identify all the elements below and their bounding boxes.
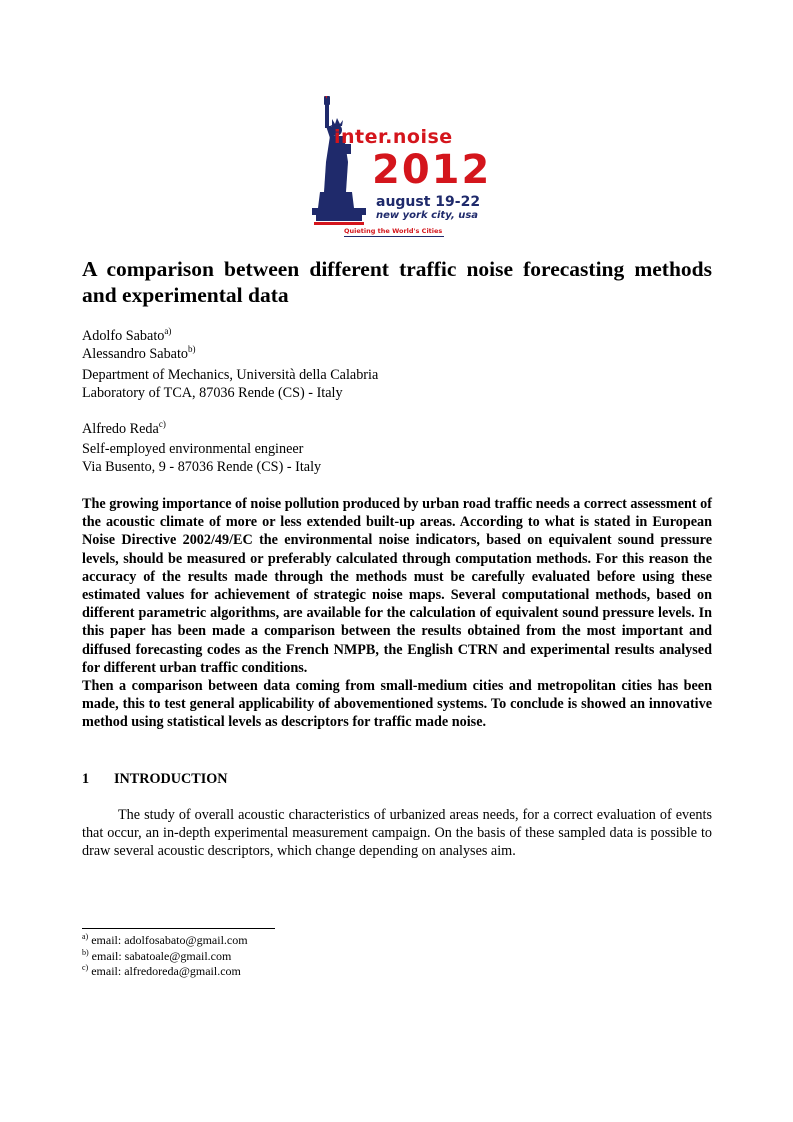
logo-year: 2012 bbox=[372, 147, 492, 193]
logo-dates: august 19-22 bbox=[376, 194, 481, 210]
footnote-c bbox=[82, 964, 248, 980]
section-number: 1 bbox=[82, 771, 90, 787]
affiliation-laboratory: Laboratory of TCA, 87036 Rende (CS) - Italy bbox=[82, 385, 343, 401]
author-alfredo bbox=[82, 420, 166, 438]
affiliation-address: Via Busento, 9 - 87036 Rende (CS) - Italy bbox=[82, 459, 322, 475]
author-name: Adolfo Sabato bbox=[82, 328, 165, 344]
footnote-divider bbox=[82, 928, 275, 929]
author-mark: a) bbox=[164, 326, 172, 336]
logo-location: new york city, usa bbox=[376, 210, 479, 221]
footnote-email[interactable]: email: sabatoale@gmail.com bbox=[91, 948, 232, 963]
footnote-email[interactable]: email: alfredoreda@gmail.com bbox=[91, 964, 241, 978]
affiliation-occupation: Self-employed environmental engineer bbox=[82, 441, 304, 457]
section-title: INTRODUCTION bbox=[114, 771, 228, 787]
author-alessandro bbox=[82, 345, 196, 363]
author-mark: c) bbox=[158, 419, 166, 429]
logo-tagline: Quieting the World's Cities bbox=[344, 227, 443, 235]
affiliation-department: Department of Mechanics, Università della Calabria bbox=[82, 367, 379, 383]
paper-title: A comparison between different traffic noise forecasting methods and experimental data bbox=[82, 257, 712, 307]
abstract-paragraph-1: The growing importance of noise pollution produced by urban road traffic needs a correct assessment of the acoustic climate of more or less extended built-up areas. According to what is stated in European Noise Directive 2002/49/EC the environmental noise indicators, based on equivalent sound pressure levels, should be measured or preferably calculated through computation methods. For this reason the accuracy of the results made through the methods must be carefully evaluated before using these estimated values for achievement of strategic noise maps. Several computational methods, based on different parametric algorithms, are available for the calculation of equivalent sound pressure levels. In this paper has been made a comparison between the results obtained from the most important and diffused forecasting codes as the French NMPB, the English CTRN and experimental results analysed for different urban traffic conditions. bbox=[82, 496, 712, 676]
introduction-paragraph: The study of overall acoustic characteristics of urbanized areas needs, for a correct evaluation of events that occur, an in-depth experimental measurement campaign. On the basis of these sampled data is possible to draw several acoustic descriptors, which change depending on analyses aim. bbox=[82, 807, 712, 860]
logo-line-1: inter.noise bbox=[334, 126, 453, 148]
author-name: Alfredo Reda bbox=[82, 421, 159, 437]
footnote-b bbox=[82, 949, 248, 965]
footnote-mark: b) bbox=[82, 947, 89, 957]
section-heading bbox=[82, 771, 228, 788]
logo-underline bbox=[344, 236, 444, 237]
abstract-paragraph-2: Then a comparison between data coming from small-medium cities and metropolitan cities has been made, this to test general applicability of abovementioned systems. To conclude is showed an innovative method using statistical levels as descriptors for traffic made noise. bbox=[82, 678, 712, 731]
author-adolfo bbox=[82, 327, 171, 345]
statue-of-liberty-icon bbox=[310, 96, 372, 226]
footnote-mark: c) bbox=[82, 963, 89, 972]
footnote-email[interactable]: email: adolfosabato@gmail.com bbox=[91, 933, 248, 947]
footnote-mark: a) bbox=[82, 932, 89, 941]
author-name: Alessandro Sabato bbox=[82, 346, 188, 362]
conference-logo bbox=[310, 96, 492, 242]
footnotes bbox=[82, 933, 248, 980]
footnote-a bbox=[82, 933, 248, 949]
abstract bbox=[82, 495, 712, 732]
author-mark: b) bbox=[188, 344, 196, 354]
